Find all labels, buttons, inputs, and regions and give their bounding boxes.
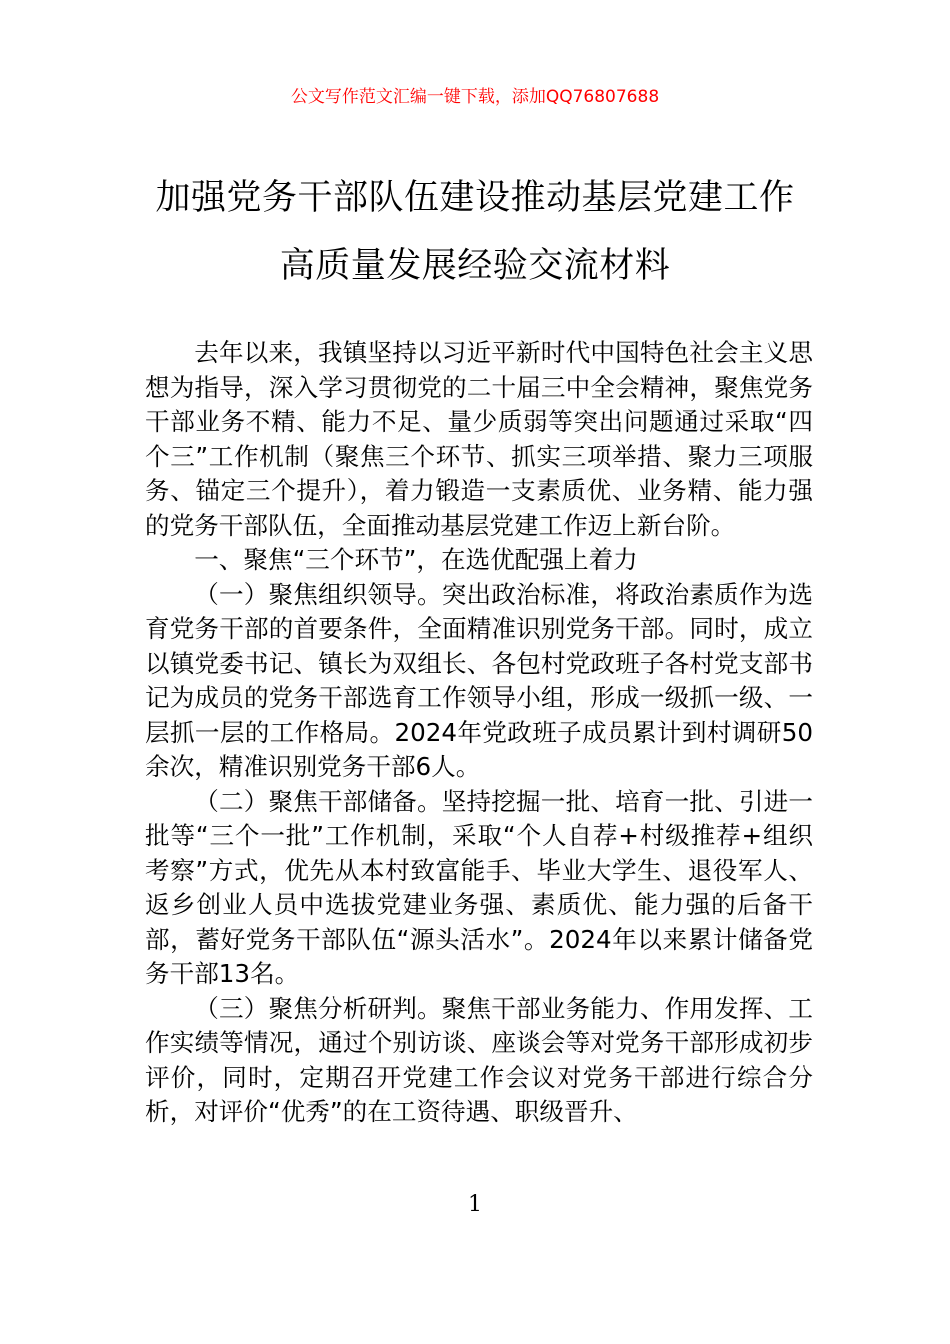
paragraph-organization-leadership: （一）聚焦组织领导。突出政治标准，将政治素质作为选育党务干部的首要条件，全面精准识别党务干部。同时，成立以镇党委书记、镇长为双组长、各包村党政班子各村党支部书记为成员的党务干部选育工作领导小组，形成一级抓一级、一层抓一层的工作格局。2024年党政班子成员累计到村调研50余次，精准识别党务干部6人。	[145, 579, 813, 781]
document-title-line-2: 高质量发展经验交流材料	[279, 246, 671, 286]
document-title-line-1: 加强党务干部队伍建设推动基层党建工作	[155, 178, 795, 218]
page-number: 1	[468, 1192, 482, 1217]
document-body	[145, 336, 813, 1130]
paragraph-analysis-assessment: （三）聚焦分析研判。聚焦干部业务能力、作用发挥、工作实绩等情况，通过个别访谈、座谈会等对党务干部形成初步评价，同时，定期召开党建工作会议对党务干部进行综合分析，对评价“优秀”的在工资待遇、职级晋升、	[145, 993, 813, 1126]
download-notice: 公文写作范文汇编一键下载，添加QQ76807688	[290, 87, 660, 107]
paragraph-cadre-reserve: （二）聚焦干部储备。坚持挖掘一批、培育一批、引进一批等“三个一批”工作机制，采取“个人自荐+村级推荐+组织考察”方式，优先从本村致富能手、毕业大学生、退役军人、返乡创业人员中选拔党建业务强、素质优、能力强的后备干部，蓄好党务干部队伍“源头活水”。2024年以来累计储备党务干部13名。	[145, 786, 813, 988]
paragraph-intro: 去年以来，我镇坚持以习近平新时代中国特色社会主义思想为指导，深入学习贯彻党的二十届三中全会精神，聚焦党务干部业务不精、能力不足、量少质弱等突出问题通过采取“四个三”工作机制（聚焦三个环节、抓实三项举措、聚力三项服务、锚定三个提升），着力锻造一支素质优、业务精、能力强的党务干部队伍，全面推动基层党建工作迈上新台阶。	[145, 338, 813, 540]
section-heading-1: 一、聚焦“三个环节”，在选优配强上着力	[194, 545, 638, 574]
